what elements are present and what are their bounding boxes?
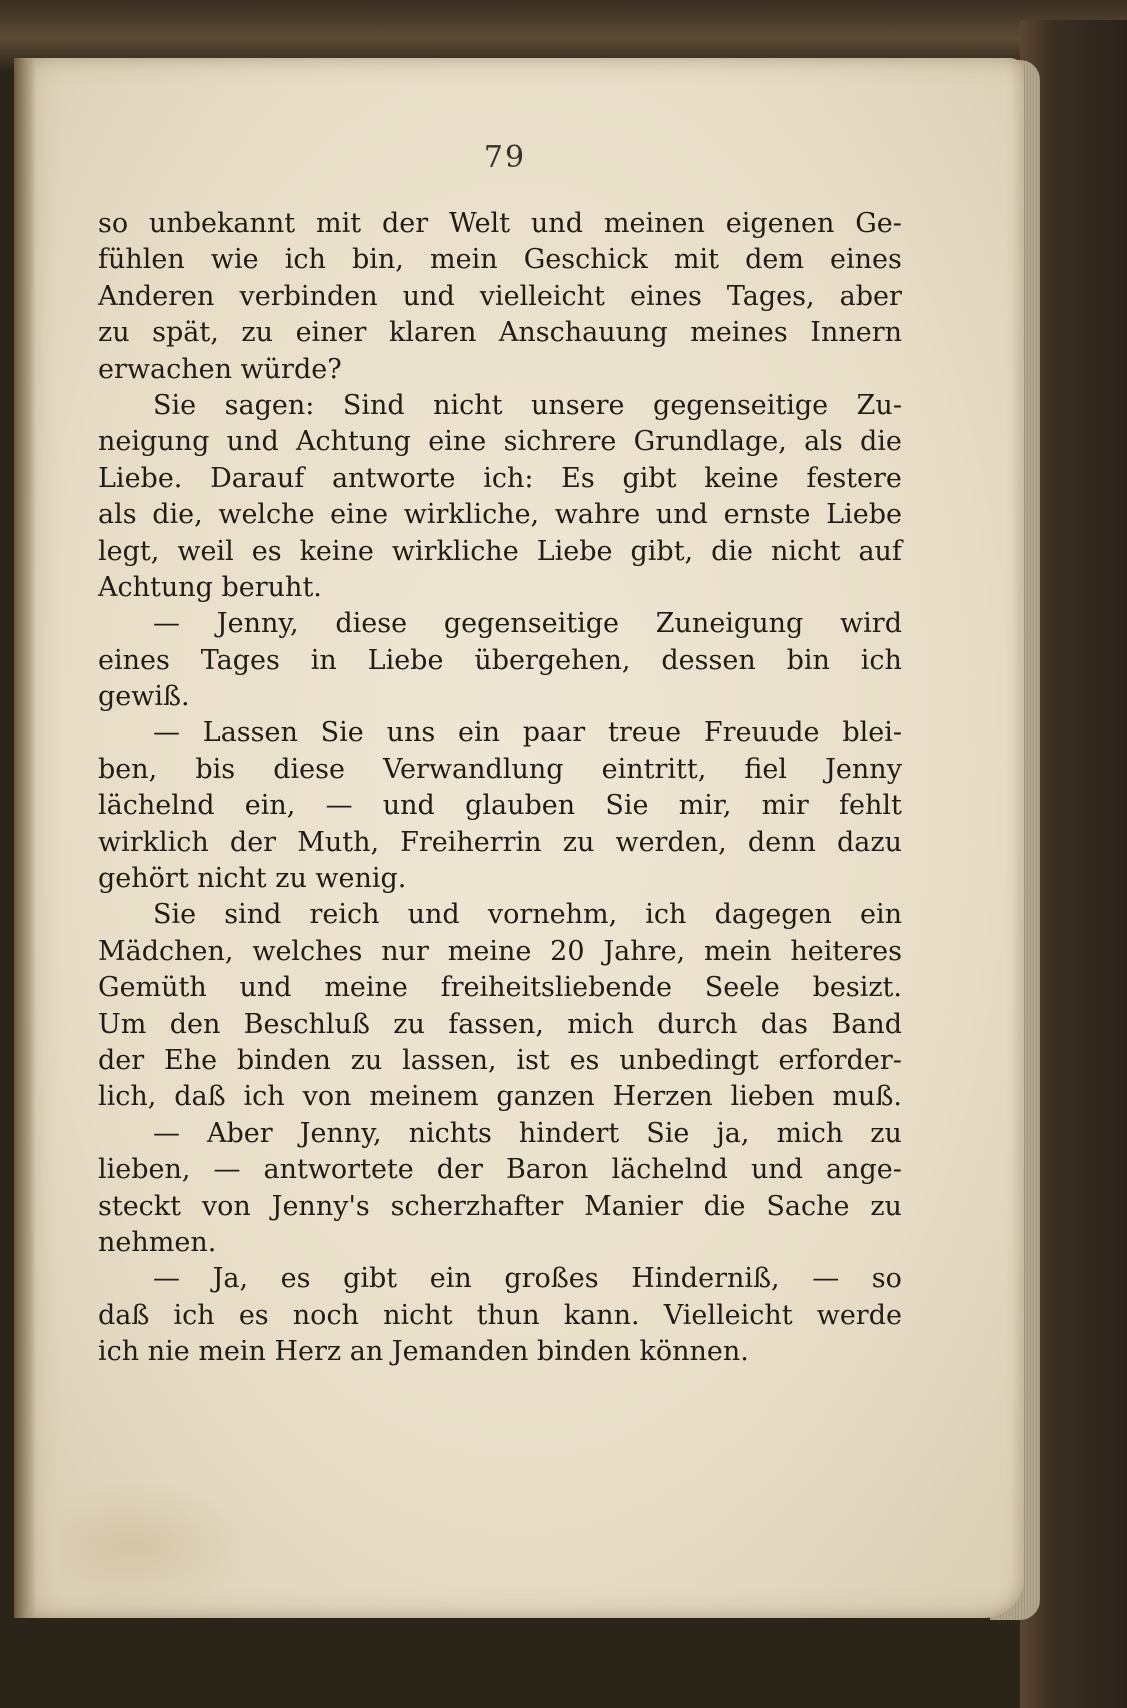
text-line: wirklich der Muth, Freiherrin zu werden, denn dazu: [98, 826, 902, 858]
text-line: neigung und Achtung eine sichrere Grundlage, als die: [98, 426, 902, 458]
paper-stain: [60, 1480, 250, 1610]
text-line: lieben, — antwortete der Baron lächelnd und ange-: [98, 1154, 902, 1186]
text-line: eines Tages in Liebe übergehen, dessen bin ich: [98, 644, 902, 676]
text-line: ich nie mein Herz an Jemanden binden können.: [98, 1336, 749, 1368]
text-line: Sie sagen: Sind nicht unsere gegenseitige Zu-: [153, 389, 902, 421]
text-line: Um den Beschluß zu fassen, mich durch das Band: [98, 1008, 902, 1040]
text-line: so unbekannt mit der Welt und meinen eigenen Ge-: [98, 208, 902, 239]
text-line: — Aber Jenny, nichts hindert Sie ja, mich zu: [153, 1117, 902, 1149]
text-line: legt, weil es keine wirkliche Liebe gibt, die nicht auf: [98, 535, 902, 567]
text-line: — Jenny, diese gegenseitige Zuneigung wird: [153, 608, 902, 640]
text-line: steckt von Jenny's scherzhafter Manier die Sache zu: [98, 1190, 902, 1222]
text-line: lächelnd ein, — und glauben Sie mir, mir fehlt: [98, 790, 902, 822]
text-line: als die, welche eine wirkliche, wahre und ernste Liebe: [98, 499, 902, 531]
text-line: nehmen.: [98, 1226, 217, 1258]
text-line: Sie sind reich und vornehm, ich dagegen ein: [153, 899, 902, 931]
text-line: — Ja, es gibt ein großes Hinderniß, — so: [153, 1263, 902, 1295]
text-line: der Ehe binden zu lassen, ist es unbedingt erforder-: [98, 1044, 902, 1076]
text-line: lich, daß ich von meinem ganzen Herzen lieben muß.: [98, 1081, 902, 1113]
text-line: Anderen verbinden und vielleicht eines Tages, aber: [98, 280, 902, 312]
text-line: erwachen würde?: [98, 353, 342, 385]
text-line: ben, bis diese Verwandlung eintritt, fiel Jenny: [98, 753, 902, 785]
page-number: 79: [483, 140, 527, 175]
text-line: gehört nicht zu wenig.: [98, 863, 407, 895]
text-line: gewiß.: [98, 681, 190, 713]
text-line: fühlen wie ich bin, mein Geschick mit dem eines: [98, 244, 902, 276]
text-line: Achtung beruht.: [98, 571, 322, 603]
body-text: [98, 206, 902, 1371]
text-line: Liebe. Darauf antworte ich: Es gibt keine festere: [98, 462, 902, 494]
text-line: zu spät, zu einer klaren Anschauung meines Innern: [98, 317, 902, 349]
page-gutter: [14, 58, 36, 1618]
text-line: Mädchen, welches nur meine 20 Jahre, mein heiteres: [98, 935, 902, 967]
text-line: — Lassen Sie uns ein paar treue Freuude blei-: [153, 717, 902, 749]
text-line: Gemüth und meine freiheitsliebende Seele besizt.: [98, 972, 902, 1004]
text-line: daß ich es noch nicht thun kann. Vielleicht werde: [98, 1299, 902, 1331]
